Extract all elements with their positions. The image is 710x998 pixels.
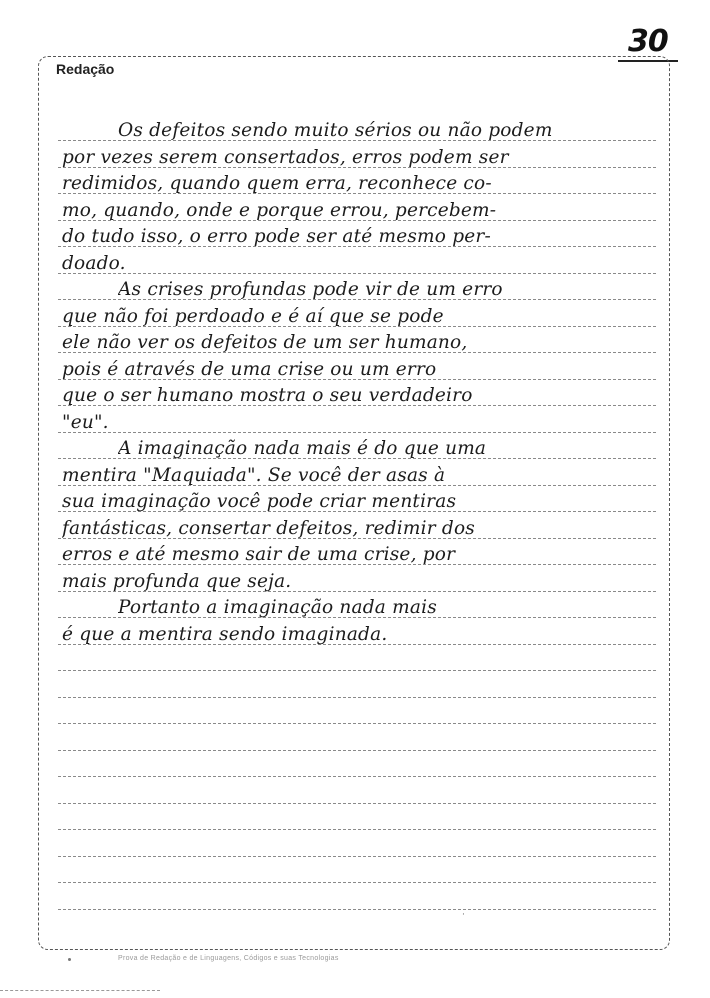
essay-line: do tudo isso, o erro pode ser até mesmo per- [62,226,491,247]
essay-line: A imaginação nada mais é do que uma [118,438,487,459]
rule-line [58,803,656,804]
essay-line: Os defeitos sendo muito sérios ou não podem [118,120,553,141]
rule-line [58,909,656,910]
rule-line [58,697,656,698]
essay-line: é que a mentira sendo imaginada. [62,623,388,645]
rule-line [58,776,656,777]
essay-line: ele não ver os defeitos de um ser humano, [62,332,468,353]
bottom-rule [0,990,160,991]
essay-line: doado. [62,252,126,274]
page-number: 30 [628,24,668,59]
essay-line: erros e até mesmo sair de uma crise, por [62,544,456,565]
essay-line: mo, quando, onde e porque errou, percebem- [62,199,497,221]
essay-line: que não foi perdoado e é aí que se pode [62,305,444,327]
rule-line [58,750,656,751]
rule-line [58,882,656,883]
rule-line [58,670,656,671]
footer-text: Prova de Redação e de Linguagens, Códigos e suas Tecnologias [118,955,339,962]
essay-line: pois é através de uma crise ou um erro [62,358,437,380]
essay-line: por vezes serem consertados, erros podem ser [62,146,509,168]
footer-mark [68,958,71,961]
rule-line [58,723,656,724]
essay-line: mentira "Maquiada". Se você der asas à [62,464,446,486]
stray-mark: · [462,910,465,920]
essay-line: "eu". [62,411,109,433]
essay-line: sua imaginação você pode criar mentiras [62,491,457,512]
essay-line: Portanto a imaginação nada mais [118,597,437,618]
essay-line: que o ser humano mostra o seu verdadeiro [62,385,473,406]
essay-line: As crises profundas pode vir de um erro [118,279,503,300]
essay-line: mais profunda que seja. [62,570,292,592]
rule-line [58,856,656,857]
essay-line: fantásticas, consertar defeitos, redimir dos [62,517,475,539]
essay-line: redimidos, quando quem erra, reconhece co- [62,173,492,194]
rule-line [58,829,656,830]
section-title: Redação [56,61,115,77]
